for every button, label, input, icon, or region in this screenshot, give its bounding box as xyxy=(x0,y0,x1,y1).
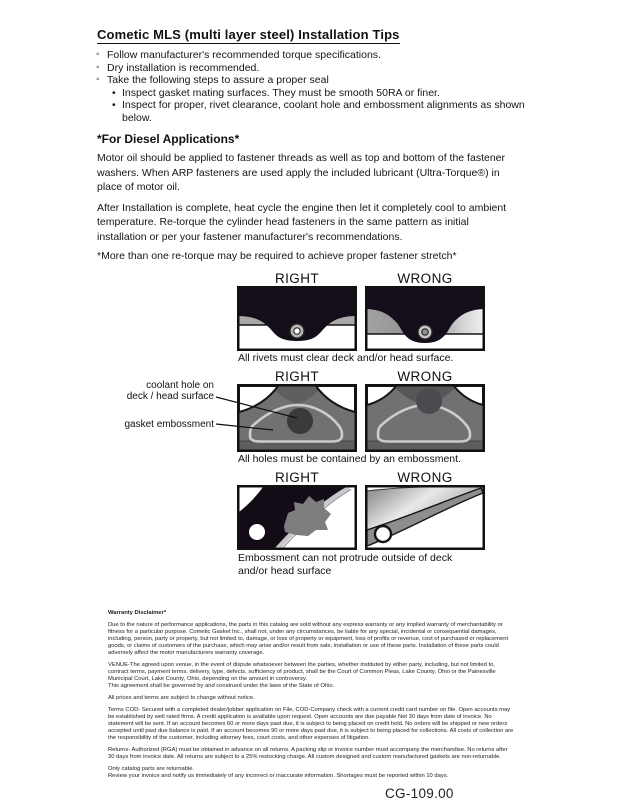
installation-tips-list xyxy=(97,49,529,124)
wrong-label: WRONG xyxy=(397,470,453,485)
bolt-hole-icon xyxy=(249,524,265,540)
page-title: Cometic MLS (multi layer steel) Installation Tips xyxy=(97,27,400,42)
list-item: ◦ Follow manufacturer's recommended torque specifications. xyxy=(97,49,529,62)
page-number: CG-109.00 xyxy=(385,786,454,800)
protrusion-wrong-diagram xyxy=(365,485,485,550)
wrong-label: WRONG xyxy=(397,271,453,286)
diagram-holes-right xyxy=(237,369,357,452)
list-item: ◦ Take the following steps to assure a proper seal xyxy=(97,74,529,87)
diagram-row-holes xyxy=(97,369,529,452)
list-item: • Inspect gasket mating surfaces. They must be smooth 50RA or finer. xyxy=(97,87,529,100)
right-label: RIGHT xyxy=(275,271,319,286)
holes-wrong-diagram xyxy=(365,384,485,452)
prices-text: All prices and terms are subject to change without notice. xyxy=(108,695,255,701)
diesel-paragraph-1: Motor oil should be applied to fastener threads as well as top and bottom of the fastener washers. When ARP fasteners are used apply the included lubricant (Ultra-Torque®) in place of motor oil. xyxy=(97,152,505,193)
protrusion-right-diagram xyxy=(237,485,357,550)
review-invoice-text: Review your invoice and notify us immediately of any incorrect or inaccurate information. Shortages must be reported within 10 days. xyxy=(108,773,449,779)
diagram-protrusion-wrong xyxy=(365,470,485,550)
diesel-paragraph-2: After Installation is complete, heat cycle the engine then let it completely cool to ambient temperature. Re-torque the cylinder head fasteners in the same pattern as initial installation or per your fastener manufacturer's recommendations. xyxy=(97,201,507,243)
holes-right-diagram xyxy=(237,384,357,452)
rivet-right-diagram xyxy=(237,286,357,351)
governing-law-text: This agreement shall be governed by and construed under the laws of the State of Ohio. xyxy=(108,683,335,689)
protrusion-caption: Embossment can not protrude outside of deck and/or head surface xyxy=(238,552,453,577)
coolant-hole-label: coolant hole on deck / head surface xyxy=(126,380,214,402)
rivet-wrong-diagram xyxy=(365,286,485,351)
diagram-holes-wrong xyxy=(365,369,485,452)
returns-text: Returns- Authorized (RGA) must be obtained in advance on all returns. A packing slip or invoice number must accompany the merchandise. No returns after 30 days from invoice date. All returns are subject to a 25% restocking charge. All custom designed and custom manufactured gaskets are non-returnable. xyxy=(108,747,508,760)
bolt-hole-icon xyxy=(375,526,391,542)
venue-text: VENUE-The agreed upon venue, in the event of dispute whatsoever between the parties, whether instituted by either party, including, but not limited to, contract terms, payment terms, delivery, type, defects, sufficiency of product, shall be the Court of Common Pleas, Lake County, Ohio or the Painesville Municipal Court, Lake County, Ohio, depending on the amount in controversy. xyxy=(108,662,496,682)
warranty-disclaimer-heading: Warranty Disclaimer* xyxy=(108,610,167,616)
coolant-hole-icon xyxy=(416,388,442,414)
diagram-protrusion-right xyxy=(237,470,357,550)
right-label: RIGHT xyxy=(275,369,319,384)
returnable-text: Only catalog parts are returnable. xyxy=(108,766,195,772)
coolant-hole-icon xyxy=(287,408,313,434)
wrong-label: WRONG xyxy=(397,369,453,384)
page-content xyxy=(97,26,529,800)
diesel-section-heading: *For Diesel Applications* xyxy=(97,132,240,146)
retorque-note: *More than one re-torque may be required to achieve proper fastener stretch* xyxy=(97,250,457,262)
diagram-row-rivets xyxy=(97,271,529,351)
right-label: RIGHT xyxy=(275,470,319,485)
warranty-disclaimer-text: Due to the nature of performance applications, the parts in this catalog are sold without any express warranty or any implied warranty of merchantability or fitness for a particular purpose. Cometic Gasket Inc., shall not, under any circumstances, be liable for any special, incidental or consequential damages, including, person, party or property, but not limited to, damage, or loss of property or equipment, loss of profits or revenue, cost of purchased or replacement goods, or claims of customers of the purchase, which may arise and/or result from sale, installation or use of these parts. Installation of these parts could adversely affect the motor manufacturers warranty coverage. xyxy=(108,622,509,656)
list-item: • Inspect for proper, rivet clearance, coolant hole and embossment alignments as shown below. xyxy=(97,99,529,124)
diagram-row-protrusion xyxy=(97,470,529,550)
gasket-embossment-label: gasket embossment xyxy=(124,419,214,430)
list-item: ◦ Dry installation is recommended. xyxy=(97,62,529,75)
rivets-caption: All rivets must clear deck and/or head surface. xyxy=(238,352,454,364)
terms-text: Terms COD- Secured with a completed dealer/jobber application on File, COD-Company check with a current credit card number on file. Open accounts may be established by well rated firms. A credit application is available upon request. Open accounts are due payable Net 30 days from date of invoice. No statement will be sent. If an account becomes 60 or more days past due, it is subject to being placed on credit hold. No orders will be shipped or new orders accepted until past due balance is paid. If an account becomes 90 or more days past due, it is subject to being placed for collections. All costs of collection are the responsibility of the customer, including attorney fees, court costs, and other expenses of litigation. xyxy=(108,707,514,741)
diagram-rivets-wrong xyxy=(365,271,485,351)
diagram-rivets-right xyxy=(237,271,357,351)
holes-caption: All holes must be contained by an embossment. xyxy=(238,453,461,465)
legal-fine-print xyxy=(108,610,514,780)
